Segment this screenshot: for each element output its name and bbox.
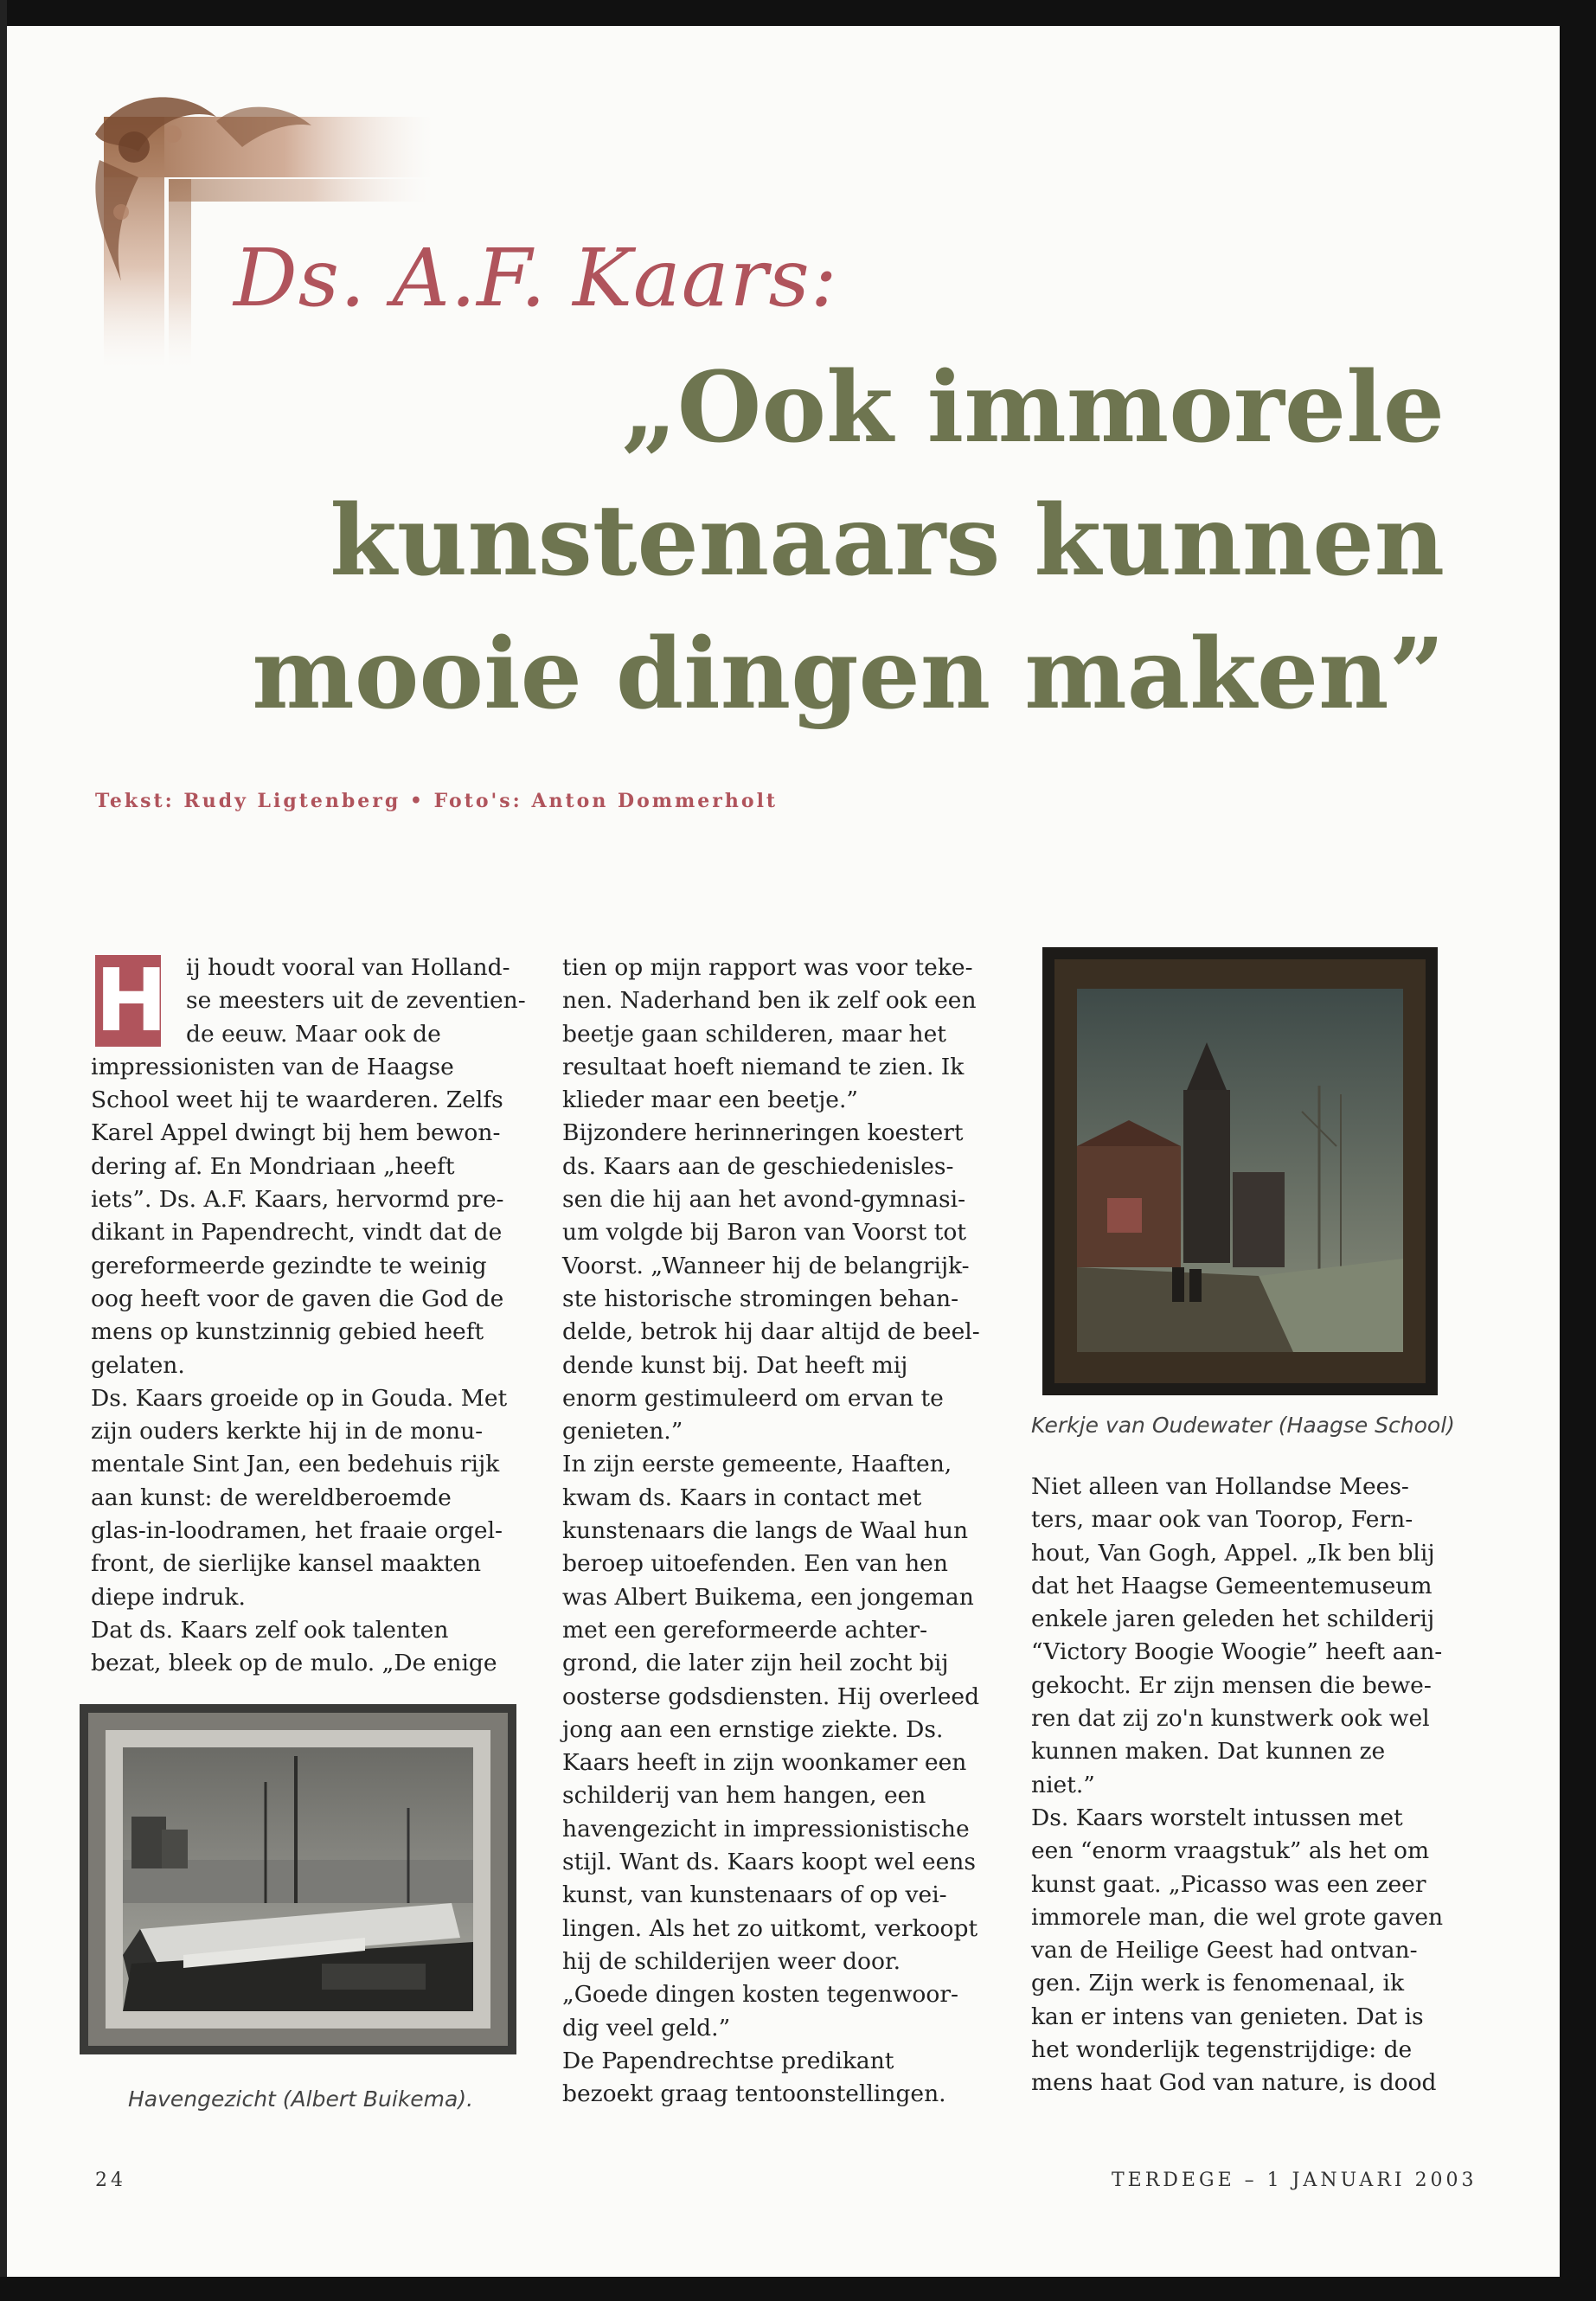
article-line: diepe indruk. <box>91 1583 246 1611</box>
article-line: kan er intens van genieten. Dat is <box>1031 2003 1424 2030</box>
article-line: kunstenaars die langs de Waal hun <box>562 1517 969 1545</box>
article-line: ren dat zij zo'n kunstwerk ook wel <box>1031 1705 1430 1733</box>
article-line: In zijn eerste gemeente, Haaften, <box>562 1451 952 1478</box>
article-line: um volgde bij Baron van Voorst tot <box>562 1219 966 1247</box>
drop-cap: H <box>95 950 168 1051</box>
article-line: kwam ds. Kaars in contact met <box>562 1484 922 1511</box>
article-line: bezat, bleek op de mulo. „De enige <box>91 1650 497 1677</box>
article-line: tien op mijn rapport was voor teke- <box>562 954 973 981</box>
article-line: genieten.” <box>562 1418 683 1445</box>
article-line: “Victory Boogie Woogie” heeft aan- <box>1031 1638 1443 1666</box>
article-line: stijl. Want ds. Kaars koopt wel eens <box>562 1849 976 1876</box>
article-line: iets”. Ds. A.F. Kaars, hervormd pre- <box>91 1186 504 1214</box>
article-line: Niet alleen van Hollandse Mees- <box>1031 1473 1409 1500</box>
article-line: hout, Van Gogh, Appel. „Ik ben blij <box>1031 1539 1435 1567</box>
article-line: de eeuw. Maar ook de <box>186 1020 441 1048</box>
headline-line: „Ook immorele <box>621 351 1445 465</box>
article-line: Dat ds. Kaars zelf ook talenten <box>91 1616 449 1644</box>
article-line: Karel Appel dwingt bij hem bewon- <box>91 1119 501 1147</box>
article-line: het wonderlijk tegenstrijdige: de <box>1031 2036 1413 2064</box>
article-line: oosterse godsdiensten. Hij overleed <box>562 1682 980 1710</box>
article-line: zijn ouders kerkte hij in de monu- <box>91 1418 484 1445</box>
article-headline <box>87 342 1445 741</box>
article-line: resultaat hoeft niemand te zien. Ik <box>562 1053 965 1080</box>
article-line: Ds. Kaars worstelt intussen met <box>1031 1804 1403 1831</box>
article-line: Ds. Kaars groeide op in Gouda. Met <box>91 1384 508 1412</box>
article-line: aan kunst: de wereldberoemde <box>91 1484 452 1511</box>
gilded-frame-ornament <box>87 82 433 368</box>
article-line: Voorst. „Wanneer hij de belangrijk- <box>562 1252 970 1279</box>
article-line: hij de schilderijen weer door. <box>562 1947 901 1975</box>
headline-line: kunstenaars kunnen <box>330 484 1445 598</box>
article-line: enorm gestimuleerd om ervan te <box>562 1384 944 1412</box>
article-line: dikant in Papendrecht, vindt dat de <box>91 1219 503 1247</box>
article-column-1 <box>91 952 526 1681</box>
article-line: Kaars heeft in zijn woonkamer een <box>562 1749 967 1777</box>
article-line: dig veel geld.” <box>562 2014 731 2041</box>
article-line: beroep uitoefenden. Een van hen <box>562 1550 948 1578</box>
article-line: impressionisten van de Haagse <box>91 1053 454 1080</box>
article-line: beetje gaan schilderen, maar het <box>562 1020 946 1048</box>
harbour-painting-photo <box>80 1704 516 2054</box>
article-line: kunst, van kunstenaars of op vei- <box>562 1881 947 1909</box>
article-line: dat het Haagse Gemeentemuseum <box>1031 1572 1433 1599</box>
article-line: gelaten. <box>91 1351 185 1379</box>
article-line: immorele man, die wel grote gaven <box>1031 1903 1444 1931</box>
article-line: mentale Sint Jan, een bedehuis rijk <box>91 1451 500 1478</box>
article-line: schilderij van hem hangen, een <box>562 1782 926 1810</box>
article-line: bezoekt graag tentoonstellingen. <box>562 2080 946 2108</box>
article-line: dering af. En Mondriaan „heeft <box>91 1152 455 1180</box>
article-line: gereformeerde gezindte te weinig <box>91 1252 487 1279</box>
article-line: gekocht. Er zijn mensen die bewe- <box>1031 1671 1432 1699</box>
article-line: havengezicht in impressionistische <box>562 1815 970 1843</box>
article-line: enkele jaren geleden het schilderij <box>1031 1606 1435 1633</box>
article-line: niet.” <box>1031 1771 1095 1798</box>
article-column-3 <box>1031 1471 1464 2100</box>
article-line: ij houdt vooral van Holland- <box>186 954 510 981</box>
headline-line: mooie dingen maken” <box>252 618 1445 731</box>
scan-border-right <box>1560 0 1596 2301</box>
article-line: delde, betrok hij daar altijd de beel- <box>562 1318 980 1346</box>
article-line: front, de sierlijke kansel maakten <box>91 1550 482 1578</box>
article-line: ds. Kaars aan de geschiedenisles- <box>562 1152 954 1180</box>
article-line: ste historische stromingen behan- <box>562 1285 959 1312</box>
scan-border-left <box>0 0 7 2301</box>
article-line: jong aan een ernstige ziekte. Ds. <box>562 1715 944 1743</box>
article-line: De Papendrechtse predikant <box>562 2047 894 2074</box>
harbour-painting-caption: Havengezicht (Albert Buikema). <box>128 2086 474 2112</box>
church-painting-caption: Kerkje van Oudewater (Haagse School) <box>1031 1413 1455 1438</box>
article-line: met een gereformeerde achter- <box>562 1616 928 1644</box>
scan-border-bottom <box>0 2277 1596 2301</box>
article-line: School weet hij te waarderen. Zelfs <box>91 1086 503 1114</box>
article-line: gen. Zijn werk is fenomenaal, ik <box>1031 1970 1405 1997</box>
article-line: kunst gaat. „Picasso was een zeer <box>1031 1870 1426 1898</box>
article-line: Bijzondere herinneringen koestert <box>562 1119 964 1147</box>
article-line: „Goede dingen kosten tegenwoor- <box>562 1981 958 2009</box>
article-line: oog heeft voor de gaven die God de <box>91 1285 504 1312</box>
church-painting-photo <box>1042 947 1438 1395</box>
article-line: nen. Naderhand ben ik zelf ook een <box>562 987 977 1015</box>
article-line: kunnen maken. Dat kunnen ze <box>1031 1738 1386 1766</box>
article-line: was Albert Buikema, een jongeman <box>562 1583 974 1611</box>
article-line: dende kunst bij. Dat heeft mij <box>562 1351 908 1379</box>
article-line: lingen. Als het zo uitkomt, verkoopt <box>562 1914 978 1942</box>
publication-footer: TERDEGE – 1 JANUARI 2003 <box>1112 2170 1477 2191</box>
article-line: een “enorm vraagstuk” als het om <box>1031 1837 1430 1865</box>
page-number: 24 <box>95 2170 126 2191</box>
byline: Tekst: Rudy Ligtenberg • Foto's: Anton Dommerholt <box>95 790 779 812</box>
article-line: se meesters uit de zeventien- <box>186 987 526 1015</box>
article-line: klieder maar een beetje.” <box>562 1086 858 1114</box>
article-kicker: Ds. A.F. Kaars: <box>234 232 838 324</box>
article-line: mens op kunstzinnig gebied heeft <box>91 1318 484 1346</box>
scan-border-top <box>0 0 1596 26</box>
article-line: van de Heilige Geest had ontvan- <box>1031 1937 1418 1965</box>
article-line: grond, die later zijn heil zocht bij <box>562 1650 949 1677</box>
article-line: glas-in-loodramen, het fraaie orgel- <box>91 1517 503 1545</box>
article-line: ters, maar ook van Toorop, Fern- <box>1031 1506 1413 1534</box>
article-line: sen die hij aan het avond-gymnasi- <box>562 1186 966 1214</box>
article-line: mens haat God van nature, is dood <box>1031 2069 1437 2097</box>
article-column-2 <box>562 952 995 2111</box>
